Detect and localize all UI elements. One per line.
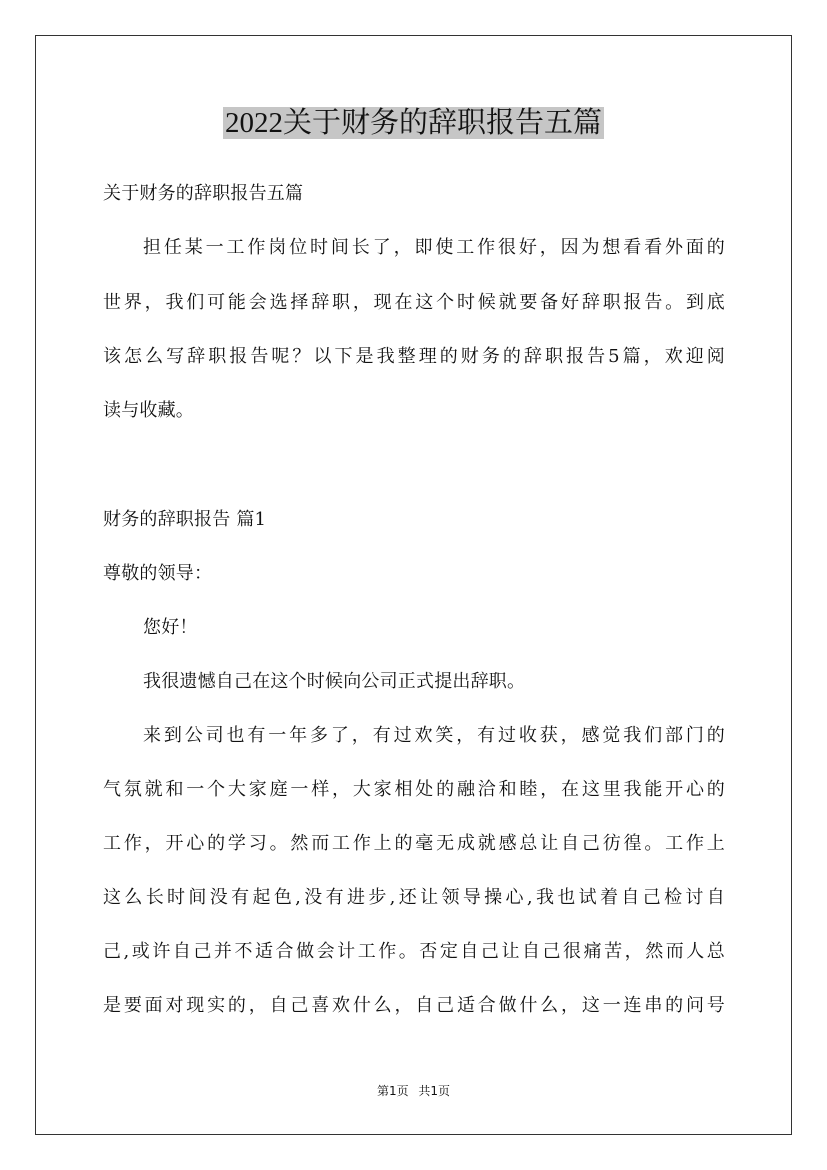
document-title — [0, 104, 827, 142]
paragraph-line: 该怎么写辞职报告呢？以下是我整理的财务的辞职报告5篇，欢迎阅 — [103, 346, 725, 367]
subtitle-line: 关于财务的辞职报告五篇 — [103, 183, 304, 204]
paragraph-line: 世界，我们可能会选择辞职，现在这个时候就要备好辞职报告。到底 — [103, 292, 725, 313]
paragraph-line: 读与收藏。 — [103, 400, 194, 421]
paragraph-line: 己,或许自己并不适合做会计工作。否定自己让自己很痛苦，然而人总 — [103, 941, 725, 962]
paragraph-line: 这么长时间没有起色,没有进步,还让领导操心,我也试着自己检讨自 — [103, 887, 725, 908]
paragraph-line: 担任某一工作岗位时间长了，即使工作很好，因为想看看外面的 — [143, 237, 725, 258]
paragraph-line: 是要面对现实的，自己喜欢什么，自己适合做什么，这一连串的问号 — [103, 995, 725, 1016]
paragraph-line: 我很遗憾自己在这个时候向公司正式提出辞职。 — [143, 671, 526, 692]
document-title-text: 2022关于财务的辞职报告五篇 — [224, 107, 602, 139]
paragraph-line: 工作，开心的学习。然而工作上的毫无成就感总让自己彷徨。工作上 — [103, 833, 725, 854]
paragraph-line: 气氛就和一个大家庭一样，大家相处的融洽和睦，在这里我能开心的 — [103, 779, 725, 800]
section-heading: 财务的辞职报告 篇1 — [103, 509, 267, 530]
salutation: 尊敬的领导： — [103, 563, 213, 584]
page-number: 第1页 共1页 — [376, 1084, 451, 1098]
greeting: 您好！ — [143, 617, 198, 638]
paragraph-line: 来到公司也有一年多了，有过欢笑，有过收获，感觉我们部门的 — [143, 725, 725, 746]
